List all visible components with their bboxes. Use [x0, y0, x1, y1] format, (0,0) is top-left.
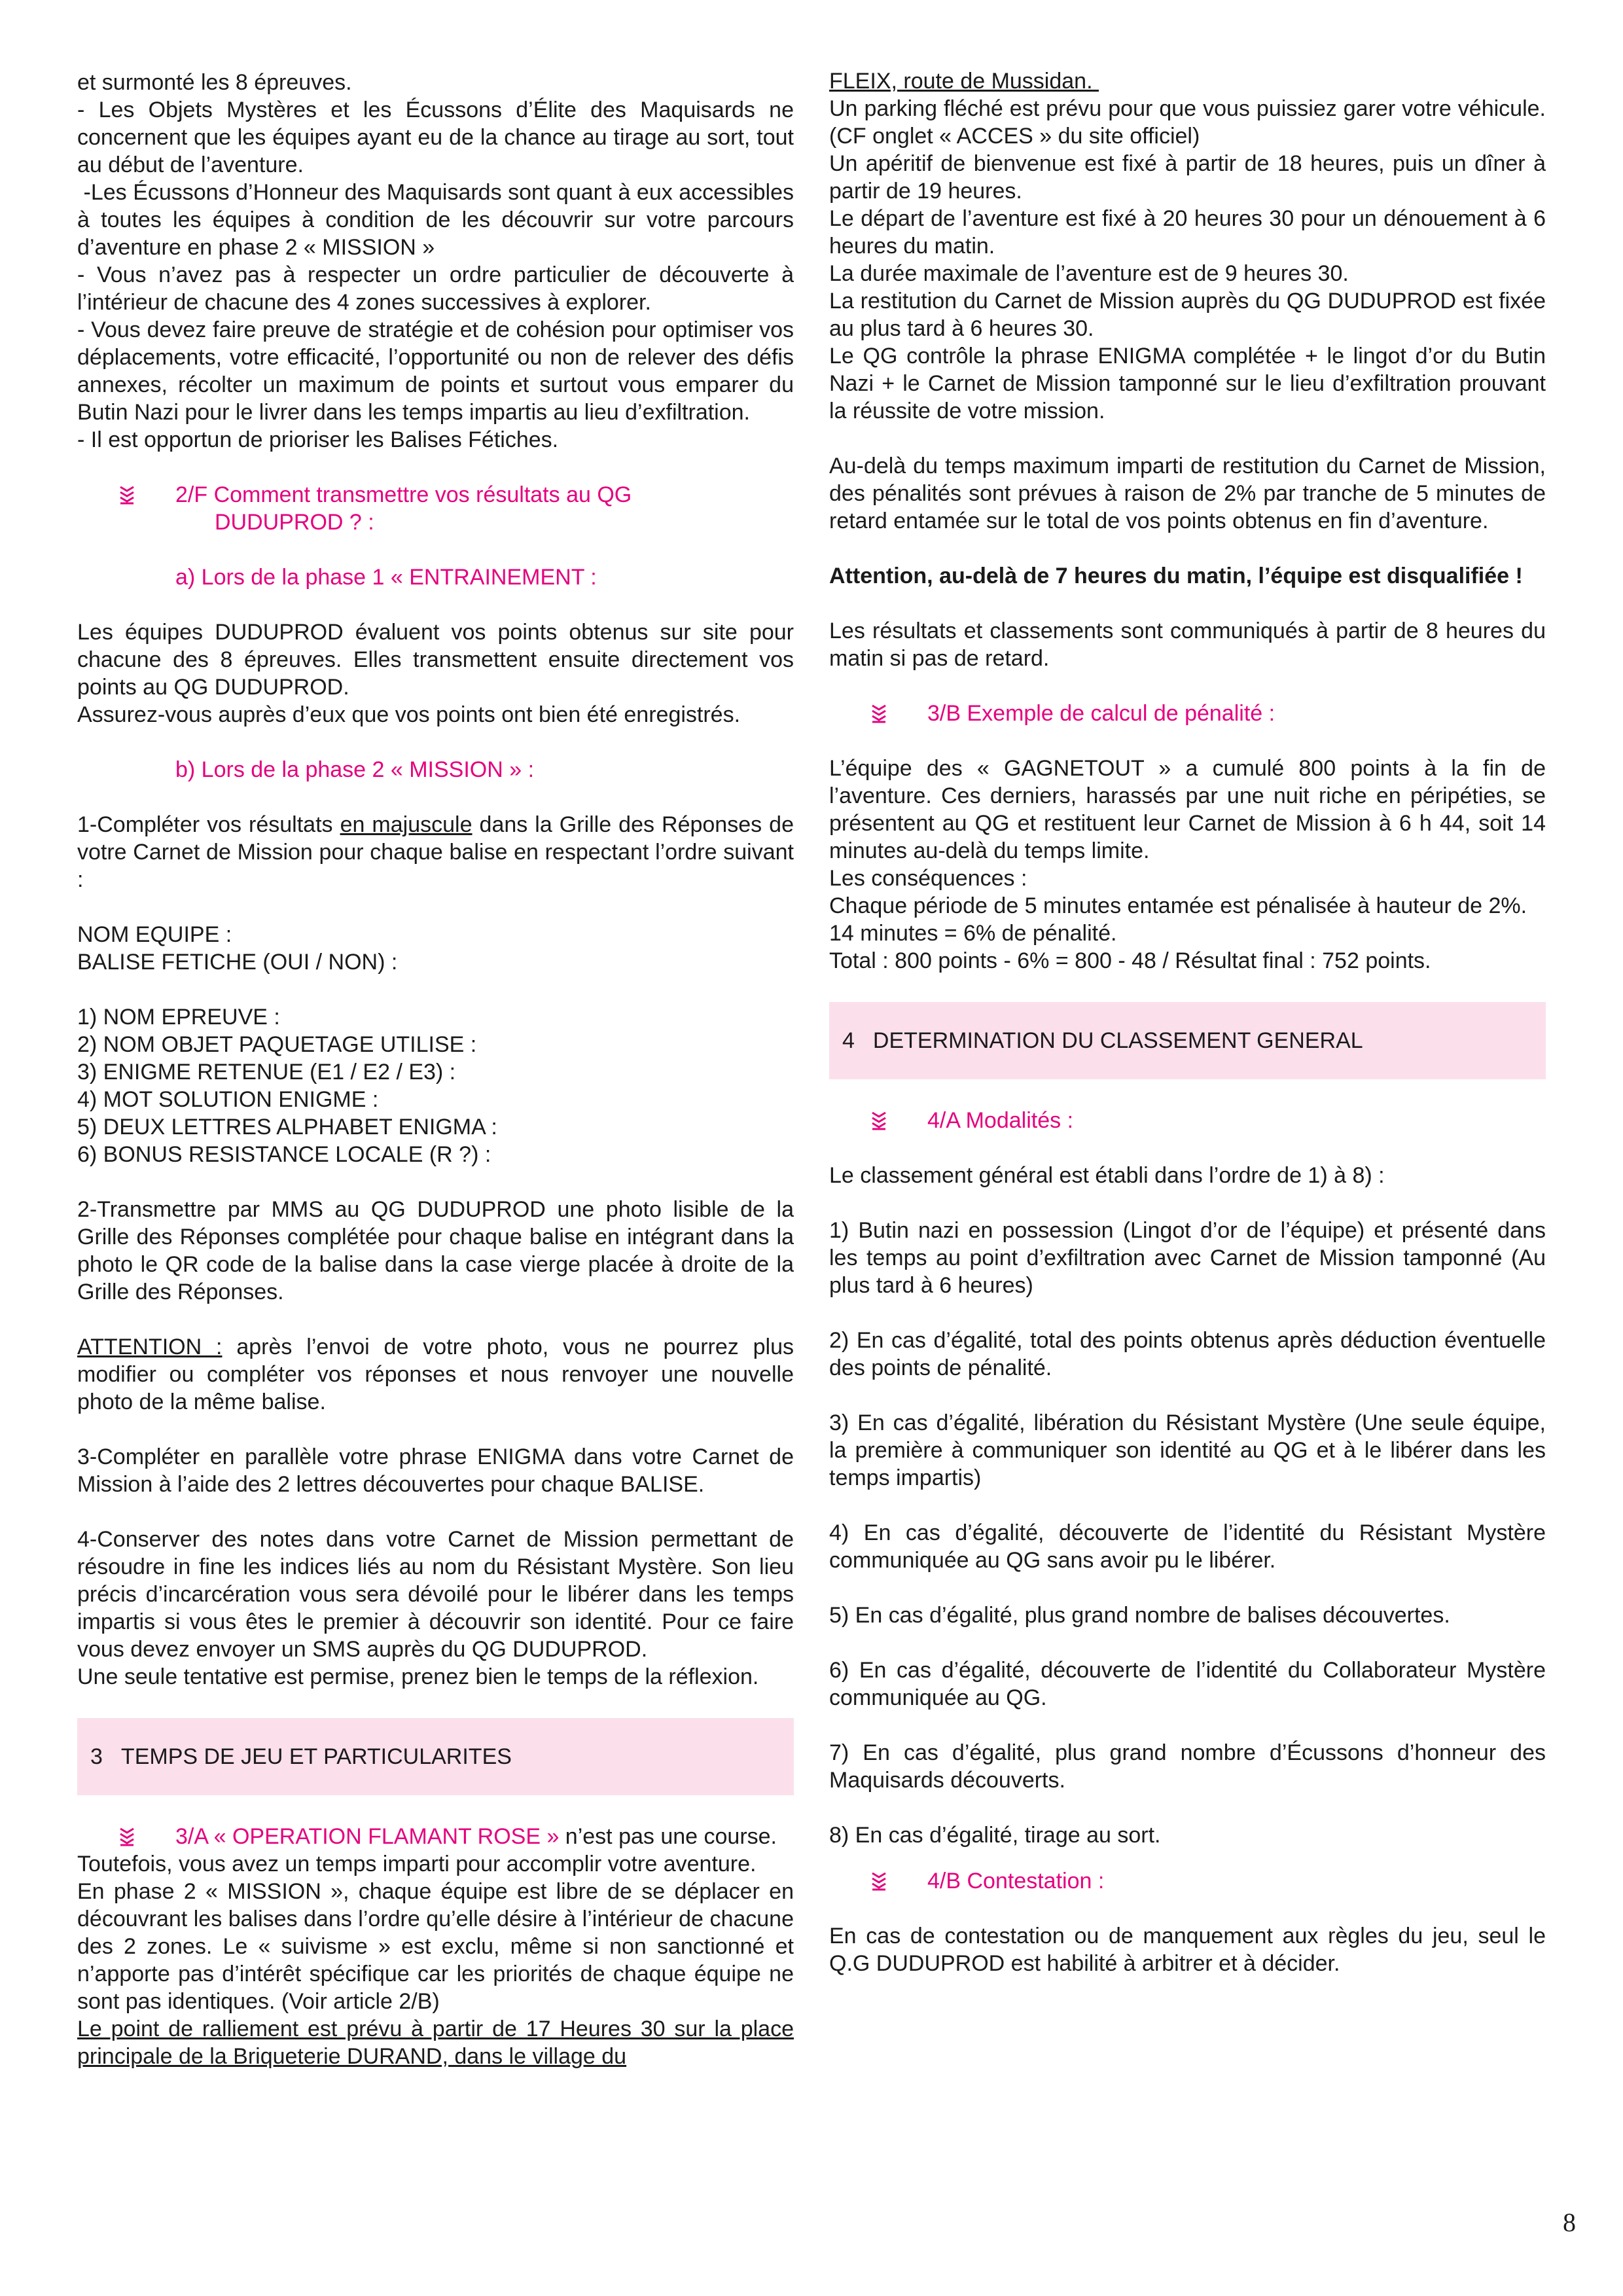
penalty-paragraph: Au-delà du temps maximum imparti de restitution du Carnet de Mission, des pénalités sont prévues à raison de 2% par tranche de 5 minutes de retard entamée sur le total de vos points obtenus en fin d’aventure. [829, 454, 1546, 533]
field-line: 4) MOT SOLUTION ENIGME : [77, 1087, 379, 1112]
heading-2f-line1: 2/F Comment transmettre vos résultats au QG [175, 482, 632, 507]
heading-4a [829, 1107, 1546, 1134]
p3a-paragraph: En phase 2 « MISSION », chaque équipe est libre de se déplacer en découvrant les balises dans l’ordre qu’elle désire à l’intérieur de chacune des 2 zones. Le « suivisme » est exclu, même si non sanctionné et n’apporte pas d’intérêt spécifique car les priorités de chaque équipe ne sont pas identiques. (Voir article 2/B) [77, 1879, 794, 2014]
bullet-chevron-icon [867, 1109, 891, 1133]
info-line: Un parking fléché est prévu pour que vous puissiez garer votre véhicule. (CF onglet « ACCES » du site officiel) [829, 96, 1546, 149]
heading-2f [77, 481, 794, 509]
intro-line: et surmonté les 8 épreuves. [77, 70, 352, 95]
heading-3a [77, 1823, 794, 1850]
right-column [829, 69, 1546, 1977]
bullet-chevron-icon [867, 702, 891, 726]
step1-text: 1-Compléter vos résultats [77, 812, 340, 837]
rally-point-cont [829, 67, 1546, 95]
example-line: 14 minutes = 6% de pénalité. [829, 921, 1117, 946]
step1-text-rest: dans la Grille des Réponses de votre Carnet de Mission pour chaque balise en respectant l’ordre suivant : [77, 812, 794, 892]
section3-number: 3 [90, 1744, 103, 1769]
field-line: 5) DEUX LETTRES ALPHABET ENIGMA : [77, 1115, 497, 1139]
step1-paragraph [77, 811, 794, 893]
heading-4b-title: 4/B Contestation : [927, 1869, 1105, 1893]
heading-4b [829, 1867, 1546, 1895]
rally-point-cont-text: FLEIX, route de Mussidan. [829, 69, 1099, 94]
criterion: 2) En cas d’égalité, total des points obtenus après déduction éventuelle des points de pénalité. [829, 1328, 1546, 1380]
step4-paragraph: 4-Conserver des notes dans votre Carnet de Mission permettant de résoudre in fine les indices liés au nom du Résistant Mystère. Son lieu précis d’incarcération vous sera dévoilé pour le libérer dans les temps impartis si vous êtes le premier à découvrir son identité. Pour ce faire vous devez envoyer un SMS auprès du QG DUDUPROD. [77, 1527, 794, 1662]
phase1-paragraph: Les équipes DUDUPROD évaluent vos points obtenus sur site pour chacune des 8 épreuves. Elles transmettent ensuite directement vos points au QG DUDUPROD. [77, 620, 794, 700]
field-line: 2) NOM OBJET PAQUETAGE UTILISE : [77, 1032, 477, 1057]
info-line: Le QG contrôle la phrase ENIGMA complétée + le lingot d’or du Butin Nazi + le Carnet de Mission tamponné sur le lieu d’exfiltration prouvant la réussite de votre mission. [829, 344, 1546, 423]
intro-line: - Les Objets Mystères et les Écussons d’Élite des Maquisards ne concernent que les équipes ayant eu de la chance au tirage au sort, tout au début de l’aventure. [77, 98, 794, 177]
bullet-chevron-icon [115, 1825, 139, 1849]
info-line: Un apéritif de bienvenue est fixé à partir de 18 heures, puis un dîner à partir de 19 heures. [829, 151, 1546, 204]
field-line: 1) NOM EPREUVE : [77, 1005, 280, 1030]
phase1-paragraph: Assurez-vous auprès d’eux que vos points ont bien été enregistrés. [77, 702, 741, 727]
section4-band [829, 1002, 1546, 1079]
example-line: Chaque période de 5 minutes entamée est pénalisée à hauteur de 2%. [829, 893, 1527, 918]
step3-paragraph: 3-Compléter en parallèle votre phrase ENIGMA dans votre Carnet de Mission à l’aide des 2 lettres découvertes pour chaque BALISE. [77, 1444, 794, 1497]
intro-line: - Vous devez faire preuve de stratégie et de cohésion pour optimiser vos déplacements, votre efficacité, l’opportunité ou non de relever des défis annexes, récolter un maximum de points et surtout vous emparer du Butin Nazi pour le livrer dans les temps impartis au lieu d’exfiltration. [77, 317, 794, 425]
intro-line: - Il est opportun de prioriser les Balises Fétiches. [77, 427, 559, 452]
section3-title: TEMPS DE JEU ET PARTICULARITES [120, 1744, 512, 1769]
criterion: 5) En cas d’égalité, plus grand nombre de balises découvertes. [829, 1603, 1450, 1628]
criterion: 8) En cas d’égalité, tirage au sort. [829, 1823, 1161, 1848]
attention-paragraph [77, 1333, 800, 1416]
heading-4a-title: 4/A Modalités : [927, 1108, 1074, 1133]
intro-line: -Les Écussons d’Honneur des Maquisards sont quant à eux accessibles à toutes les équipes à condition de les découvrir sur votre parcours d’aventure en phase 2 « MISSION » [77, 180, 800, 260]
field-line: NOM EQUIPE : [77, 922, 232, 947]
info-line: Le départ de l’aventure est fixé à 20 heures 30 pour un dénouement à 6 heures du matin. [829, 206, 1546, 259]
step2-paragraph: 2-Transmettre par MMS au QG DUDUPROD une photo lisible de la Grille des Réponses complétée pour chaque balise en intégrant dans la photo le QR code de la balise dans la case vierge placée à droite de la Grille des Réponses. [77, 1197, 794, 1304]
disqualification-warning: Attention, au-delà de 7 heures du matin, l’équipe est disqualifiée ! [829, 564, 1523, 588]
criterion: 1) Butin nazi en possession (Lingot d’or de l’équipe) et présenté dans les temps au point d’exfiltration avec Carnet de Mission tamponné (Au plus tard à 6 heures) [829, 1218, 1546, 1298]
bullet-chevron-icon [115, 484, 139, 507]
step1-underlined: en majuscule [340, 812, 473, 837]
example-line: Les conséquences : [829, 866, 1027, 891]
intro-line: - Vous n’avez pas à respecter un ordre particulier de découverte à l’intérieur de chacune des 4 zones successives à explorer. [77, 262, 794, 315]
rally-point-text: Le point de ralliement est prévu à partir de 17 Heures 30 sur la place principale de la Briqueterie DURAND, dans le village du [77, 2017, 794, 2069]
phase2-heading: b) Lors de la phase 2 « MISSION » : [175, 757, 535, 782]
example-line: Total : 800 points - 6% = 800 - 48 / Résultat final : 752 points. [829, 948, 1431, 973]
heading-3a-rest: n’est pas une course. [559, 1824, 777, 1849]
section4-title: DETERMINATION DU CLASSEMENT GENERAL [872, 1028, 1363, 1053]
attention-text: après l’envoi de votre photo, vous ne pourrez plus modifier ou compléter vos réponses et nous renvoyer une nouvelle photo de la même balise. [77, 1335, 800, 1414]
bullet-chevron-icon [867, 1870, 891, 1893]
p3a-paragraph [77, 2015, 794, 2070]
phase1-heading: a) Lors de la phase 1 « ENTRAINEMENT : [175, 565, 597, 590]
section4-number: 4 [842, 1028, 855, 1053]
info-line: La restitution du Carnet de Mission auprès du QG DUDUPROD est fixée au plus tard à 6 heures 30. [829, 289, 1546, 341]
section3-band [77, 1718, 794, 1795]
heading-3a-title: 3/A « OPERATION FLAMANT ROSE » [175, 1824, 560, 1849]
criterion: 4) En cas d’égalité, découverte de l’identité du Résistant Mystère communiquée au QG sans avoir pu le libérer. [829, 1520, 1546, 1573]
criterion: 3) En cas d’égalité, libération du Résistant Mystère (Une seule équipe, la première à communiquer son identité au QG et à le libérer dans les temps impartis) [829, 1410, 1546, 1490]
criterion: 7) En cas d’égalité, plus grand nombre d’Écussons d’honneur des Maquisards découverts. [829, 1740, 1546, 1793]
field-line: BALISE FETICHE (OUI / NON) : [77, 950, 398, 975]
info-line: La durée maximale de l’aventure est de 9 heures 30. [829, 261, 1349, 286]
contestation-paragraph: En cas de contestation ou de manquement aux règles du jeu, seul le Q.G DUDUPROD est habilité à arbitrer et à décider. [829, 1924, 1546, 1976]
page-number: 8 [1563, 2208, 1576, 2237]
p3a-paragraph: Toutefois, vous avez un temps imparti pour accomplir votre aventure. [77, 1852, 757, 1876]
results-paragraph: Les résultats et classements sont communiqués à partir de 8 heures du matin si pas de retard. [829, 619, 1546, 671]
heading-3b-title: 3/B Exemple de calcul de pénalité : [927, 701, 1275, 726]
attention-label: ATTENTION : [77, 1335, 223, 1359]
field-line: 3) ENIGME RETENUE (E1 / E2 / E3) : [77, 1060, 456, 1085]
left-column [77, 69, 800, 2070]
classement-intro: Le classement général est établi dans l’ordre de 1) à 8) : [829, 1163, 1385, 1188]
criterion: 6) En cas d’égalité, découverte de l’identité du Collaborateur Mystère communiquée au QG. [829, 1658, 1546, 1710]
heading-3b [829, 700, 1546, 727]
heading-2f-line2: DUDUPROD ? : [215, 510, 374, 535]
field-line: 6) BONUS RESISTANCE LOCALE (R ?) : [77, 1142, 491, 1167]
step4-paragraph: Une seule tentative est permise, prenez bien le temps de la réflexion. [77, 1664, 759, 1689]
example-paragraph: L’équipe des « GAGNETOUT » a cumulé 800 points à la fin de l’aventure. Ces derniers, harassés par une nuit riche en péripéties, se présentent au QG et restituent leur Carnet de Mission à 6 h 44, soit 14 minutes au-delà du temps limite. [829, 756, 1546, 863]
